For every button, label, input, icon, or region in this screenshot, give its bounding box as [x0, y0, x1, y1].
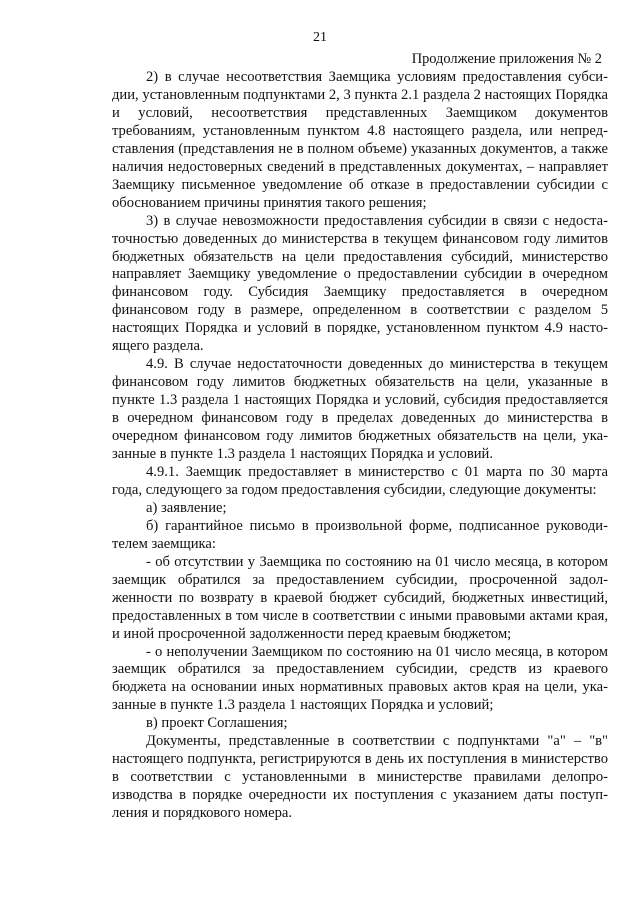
paragraph-item-2: 2) в случае несоответствия Заемщика условиям предоставления субсидии, установленным подпунктами 2, 3 пункта 2.1 раздела 2 настоящих Порядка и условий, несоответствия представленных Заемщиком документов требованиям, установленным пунктом 4.8 настоящего раздела, или непредставления (представления не в полном объеме) указанных документов, а также наличия недостоверных сведений в представленных документах, – направляет Заемщику письменное уведомление об отказе в предоставлении субсидии с обоснованием причины принятия такого решения;	[112, 69, 608, 211]
document-body	[112, 69, 608, 823]
list-item-b-dash-1: - об отсутствии у Заемщика по состоянию на 01 число месяца, в котором заемщик обратился за предоставлением субсидии, просроченной задолженности по возврату в краевой бюджет субсидий, бюджетных инвестиций, предоставленных в том числе в соответствии с иными правовыми актами края, и иной просроченной задолженности перед краевым бюджетом;	[112, 553, 608, 642]
paragraph-4-9-1: 4.9.1. Заемщик предоставляет в министерство с 01 марта по 30 марта года, следующего за годом предоставления субсидии, следующие документы:	[112, 463, 608, 498]
list-item-a: а) заявление;	[146, 499, 227, 516]
paragraph-4-9: 4.9. В случае недостаточности доведенных до министерства в текущем финансовом году лимитов бюджетных обязательств на цели, указанные в пункте 1.3 раздела 1 настоящих Порядка и условий, субсидия предоставляется в очередном финансовом году в пределах доведенных до министерства в очередном финансовом году лимитов бюджетных обязательств на цели, указанные в пункте 1.3 раздела 1 настоящих Порядка и условий.	[112, 356, 608, 463]
paragraph-documents-registration: Документы, представленные в соответствии с подпунктами "а" – "в" настоящего подпункта, регистрируются в день их поступления в министерство в соответствии с установленными в министерстве правилами делопроизводства в порядке очередности их поступления с указанием даты поступления и порядкового номера.	[112, 733, 608, 822]
list-item-v: в) проект Соглашения;	[146, 715, 288, 732]
list-item-b: б) гарантийное письмо в произвольной форме, подписанное руководителем заемщика:	[112, 517, 608, 552]
paragraph-item-3: 3) в случае невозможности предоставления субсидии в связи с недостаточностью доведенных до министерства в текущем финансовом году лимитов бюджетных обязательств на цели предоставления субсидий, министерство направляет Заемщику уведомление о предоставлении субсидии в очередном финансовом году. Субсидия Заемщику предоставляется в очередном финансовом году в размере, определенном в соответствии с разделом 5 настоящих Порядка и условий в порядке, установленном пунктом 4.9 настоящего раздела.	[112, 212, 608, 355]
list-item-b-dash-2: - о неполучении Заемщиком по состоянию на 01 число месяца, в котором заемщик обратился за предоставлением субсидии, средств из краевого бюджета на основании иных нормативных правовых актов края на цели, указанные в пункте 1.3 раздела 1 настоящих Порядка и условий;	[112, 643, 608, 714]
page-number: 21	[313, 30, 327, 45]
appendix-continuation-note: Продолжение приложения № 2	[411, 51, 602, 67]
